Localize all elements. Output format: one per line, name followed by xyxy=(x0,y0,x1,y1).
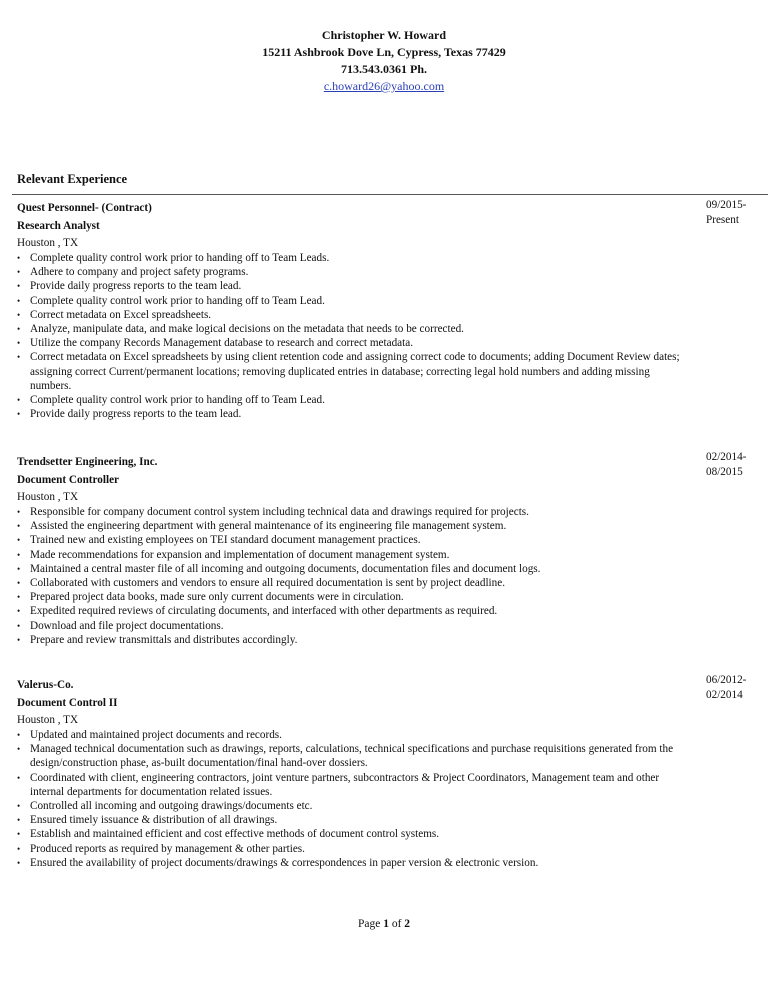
list-item: • Made recommendations for expansion and implementation of document management system. xyxy=(17,548,689,562)
job-date-start: 06/2012- xyxy=(706,674,747,686)
list-item: • Provide daily progress reports to the team lead. xyxy=(17,279,689,293)
job-entry xyxy=(17,674,747,870)
list-item: • Maintained a central master file of all incoming and outgoing documents, documentation files and document logs. xyxy=(17,562,689,576)
job-location: Houston , TX xyxy=(17,237,79,249)
list-item: • Complete quality control work prior to handing off to Team Leads. xyxy=(17,251,689,265)
job-dates xyxy=(706,198,768,228)
job-date-start: 09/2015- xyxy=(706,199,747,211)
list-item: • Collaborated with customers and vendors to ensure all required documentation is sent by project deadline. xyxy=(17,576,689,590)
page-number: 1 xyxy=(383,918,389,930)
job-location: Houston , TX xyxy=(17,714,79,726)
list-item: • Expedited required reviews of circulating documents, and interfaced with other departments as required. xyxy=(17,604,689,618)
job-date-start: 02/2014- xyxy=(706,451,747,463)
job-title: Research Analyst xyxy=(17,220,100,232)
list-item: • Prepare and review transmittals and distributes accordingly. xyxy=(17,633,689,647)
list-item: • Responsible for company document control system including technical data and drawings required for projects. xyxy=(17,505,689,519)
job-location: Houston , TX xyxy=(17,491,79,503)
list-item: • Controlled all incoming and outgoing drawings/documents etc. xyxy=(17,799,689,813)
list-item: • Coordinated with client, engineering contractors, joint venture partners, subcontractors & Project Coordinators, Management team and other internal departments for documentation related issues. xyxy=(17,771,689,799)
resume-header xyxy=(0,27,768,95)
list-item: • Correct metadata on Excel spreadsheets by using client retention code and assigning correct code to documents; adding Document Review dates; assigning correct Current/permanent locations; removing duplicated entries in database; correcting legal hold numbers and adding missing numbers. xyxy=(17,350,689,393)
list-item: • Complete quality control work prior to handing off to Team Lead. xyxy=(17,393,689,407)
job-dates xyxy=(706,673,768,703)
list-item: • Adhere to company and project safety programs. xyxy=(17,265,689,279)
job-bullets xyxy=(17,251,689,421)
list-item: • Trained new and existing employees on TEI standard document management practices. xyxy=(17,533,689,547)
list-item: • Analyze, manipulate data, and make logical decisions on the metadata that needs to be corrected. xyxy=(17,322,689,336)
candidate-name: Christopher W. Howard xyxy=(321,28,447,42)
page-total: 2 xyxy=(404,918,411,930)
job-bullets xyxy=(17,728,689,870)
candidate-email-link[interactable]: c.howard26@yahoo.com xyxy=(323,79,445,93)
page-of: of xyxy=(391,918,402,930)
list-item: • Prepared project data books, made sure only current documents were in circulation. xyxy=(17,590,689,604)
list-item: • Produced reports as required by management & other parties. xyxy=(17,842,689,856)
job-company: Trendsetter Engineering, Inc. xyxy=(17,456,158,468)
list-item: • Ensured the availability of project documents/drawings & correspondences in paper version & electronic version. xyxy=(17,856,689,870)
list-item: • Establish and maintained efficient and cost effective methods of document control systems. xyxy=(17,827,689,841)
job-company: Valerus-Co. xyxy=(17,679,74,691)
list-item: • Managed technical documentation such as drawings, reports, calculations, technical specifications and purchase requisitions generated from the design/construction phase, as-built documentation/final hand-over dossiers. xyxy=(17,742,689,770)
job-date-end: 08/2015 xyxy=(706,466,743,478)
candidate-address: 15211 Ashbrook Dove Ln, Cypress, Texas 77429 xyxy=(262,45,506,59)
page-label: Page xyxy=(357,918,381,930)
job-entry xyxy=(17,199,747,421)
list-item: • Assisted the engineering department with general maintenance of its engineering file management system. xyxy=(17,519,689,533)
list-item: • Updated and maintained project documents and records. xyxy=(17,728,689,742)
job-title: Document Control II xyxy=(17,697,118,709)
list-item: • Utilize the company Records Management database to research and correct metadata. xyxy=(17,336,689,350)
job-entry xyxy=(17,451,747,647)
job-date-end: Present xyxy=(706,214,739,226)
job-company: Quest Personnel- (Contract) xyxy=(17,202,152,214)
candidate-phone: 713.543.0361 Ph. xyxy=(340,62,427,76)
job-date-end: 02/2014 xyxy=(706,689,743,701)
section-title: Relevant Experience xyxy=(17,172,128,186)
list-item: • Ensured timely issuance & distribution of all drawings. xyxy=(17,813,689,827)
section-divider xyxy=(12,194,768,195)
list-item: • Correct metadata on Excel spreadsheets. xyxy=(17,308,689,322)
job-title: Document Controller xyxy=(17,474,120,486)
list-item: • Complete quality control work prior to handing off to Team Lead. xyxy=(17,294,689,308)
job-dates xyxy=(706,450,768,480)
page-footer xyxy=(0,918,768,930)
list-item: • Download and file project documentations. xyxy=(17,619,689,633)
list-item: • Provide daily progress reports to the team lead. xyxy=(17,407,689,421)
job-bullets xyxy=(17,505,689,647)
